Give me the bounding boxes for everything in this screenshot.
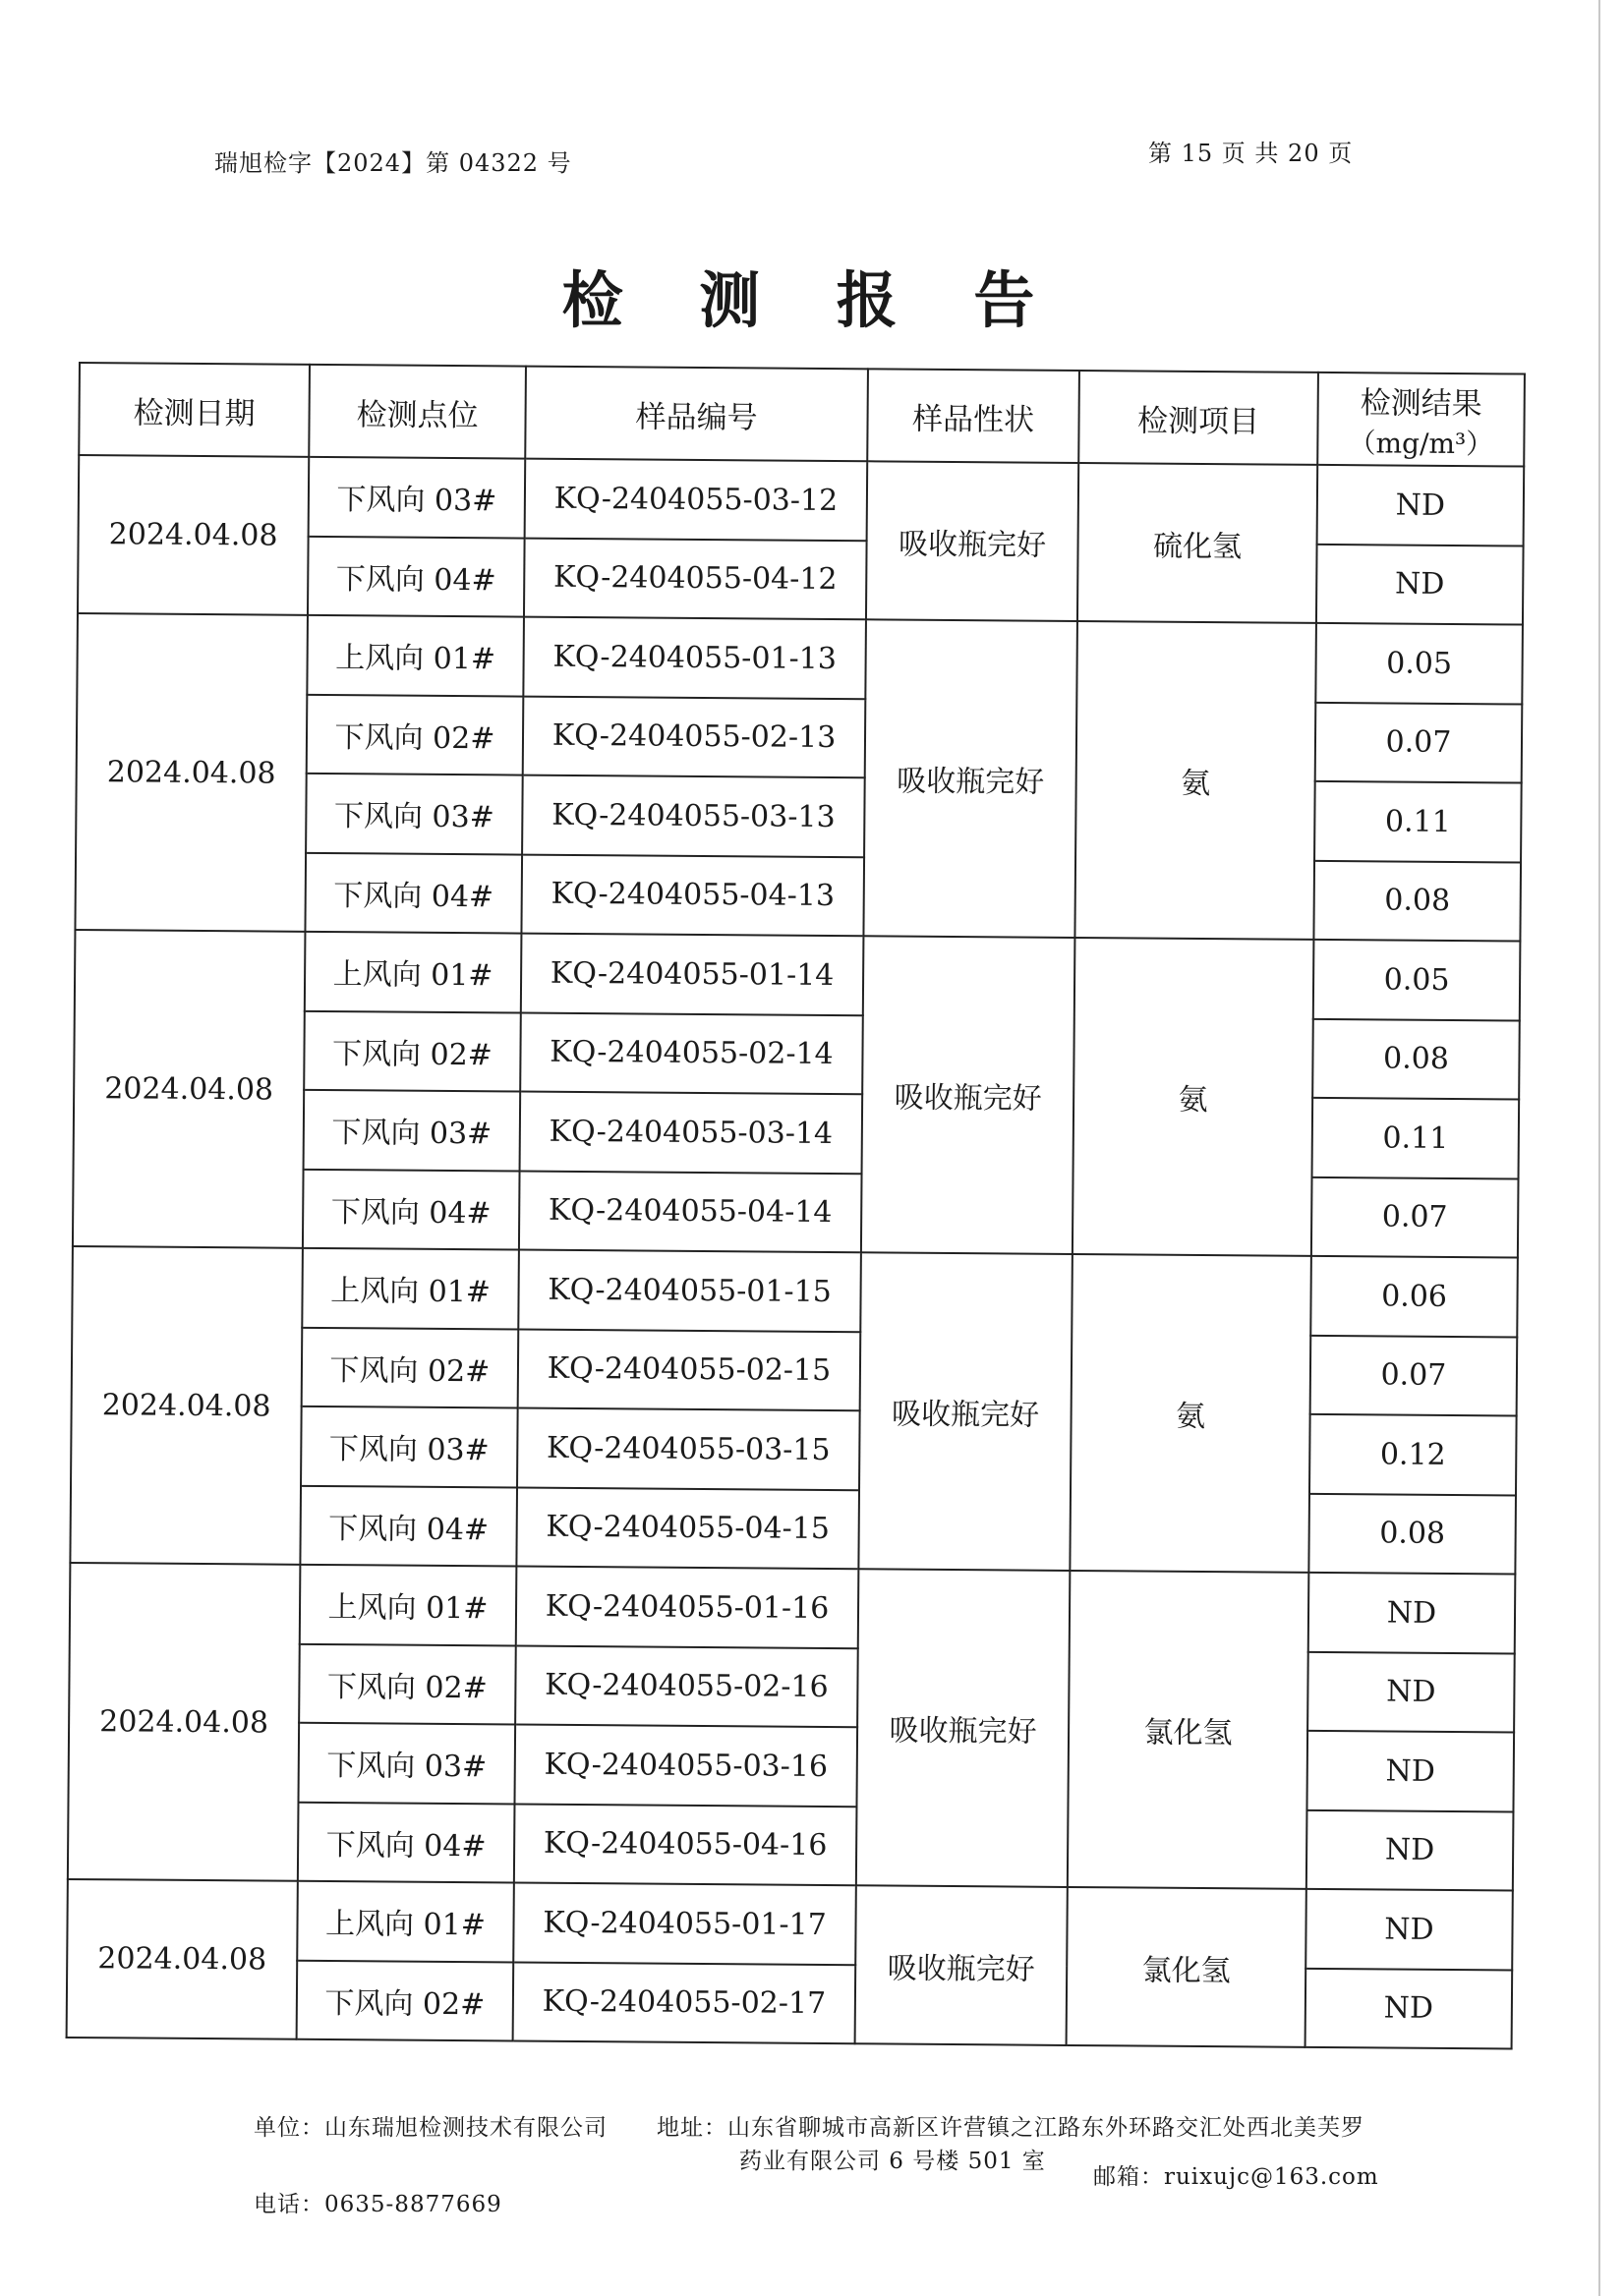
table-row — [70, 1563, 1516, 1653]
cell-result: ND — [1305, 1968, 1513, 2048]
cell-point: 下风向 03# — [301, 1406, 518, 1487]
cell-result: 0.11 — [1314, 781, 1522, 862]
header-date: 检测日期 — [79, 363, 310, 457]
cell-date: 2024.04.08 — [78, 455, 309, 615]
cell-sample-id: KQ-2404055-04-15 — [516, 1487, 859, 1569]
cell-sample-id: KQ-2404055-02-15 — [518, 1329, 861, 1410]
cell-sample-state: 吸收瓶完好 — [855, 1885, 1068, 2045]
cell-sample-id: KQ-2404055-01-17 — [513, 1883, 856, 1965]
cell-item: 氨 — [1070, 1254, 1311, 1573]
cell-point: 下风向 04# — [305, 852, 522, 933]
cell-result: 0.08 — [1312, 1018, 1520, 1099]
cell-sample-state: 吸收瓶完好 — [856, 1569, 1071, 1887]
footer-address-line2: 药业有限公司 6 号楼 501 室 — [739, 2149, 1046, 2174]
footer-unit: 单位：山东瑞旭检测技术有限公司 — [254, 2115, 608, 2141]
header-result-label: 检测结果 — [1360, 384, 1482, 422]
cell-result: ND — [1306, 1809, 1514, 1890]
cell-point: 下风向 02# — [299, 1643, 516, 1724]
document-title: 检 测 报 告 — [561, 264, 1063, 336]
report-number: 瑞旭检字【2024】第 04322 号 — [214, 149, 572, 177]
cell-point: 下风向 04# — [303, 1169, 520, 1249]
cell-point: 下风向 04# — [300, 1485, 517, 1566]
cell-sample-id: KQ-2404055-01-13 — [523, 617, 866, 699]
table-header-row — [79, 363, 1525, 467]
page-number: 第 15 页 共 20 页 — [1148, 140, 1354, 167]
cell-sample-state: 吸收瓶完好 — [858, 1252, 1073, 1571]
cell-item: 氯化氢 — [1068, 1571, 1309, 1889]
footer-address: 地址：山东省聊城市高新区许营镇之江路东外环路交汇处西北美芙罗 — [657, 2115, 1364, 2141]
cell-sample-id: KQ-2404055-02-14 — [520, 1012, 863, 1094]
cell-point: 下风向 03# — [304, 1090, 521, 1171]
cell-result: 0.06 — [1310, 1256, 1518, 1337]
cell-sample-id: KQ-2404055-04-14 — [519, 1171, 862, 1252]
cell-sample-id: KQ-2404055-01-14 — [521, 934, 864, 1015]
cell-point: 下风向 04# — [298, 1802, 515, 1882]
header-sample-id: 样品编号 — [525, 367, 868, 462]
cell-result: 0.07 — [1315, 702, 1523, 782]
cell-result: 0.12 — [1309, 1414, 1517, 1495]
header-point: 检测点位 — [309, 365, 526, 459]
cell-point: 下风向 02# — [304, 1010, 521, 1091]
table-row — [77, 613, 1523, 704]
cell-date: 2024.04.08 — [70, 1246, 303, 1565]
results-table — [66, 362, 1526, 2050]
cell-point: 上风向 01# — [307, 615, 524, 696]
cell-date: 2024.04.08 — [75, 613, 308, 932]
header-result-unit: （mg/m³） — [1348, 426, 1494, 460]
cell-sample-id: KQ-2404055-03-14 — [520, 1092, 863, 1174]
cell-sample-id: KQ-2404055-03-13 — [522, 775, 865, 857]
cell-date: 2024.04.08 — [68, 1563, 301, 1881]
cell-item: 氨 — [1073, 938, 1314, 1256]
cell-sample-id: KQ-2404055-02-13 — [523, 696, 866, 777]
header-result — [1317, 373, 1525, 467]
cell-point: 下风向 03# — [306, 774, 523, 854]
cell-sample-id: KQ-2404055-02-16 — [515, 1645, 858, 1727]
cell-point: 下风向 04# — [308, 536, 525, 616]
table-row — [72, 1246, 1518, 1337]
cell-item: 氯化氢 — [1067, 1887, 1306, 2047]
cell-sample-state: 吸收瓶完好 — [866, 461, 1078, 621]
cell-point: 上风向 01# — [300, 1565, 517, 1645]
cell-result: ND — [1306, 1731, 1514, 1811]
cell-sample-id: KQ-2404055-01-15 — [518, 1250, 861, 1332]
cell-result: ND — [1317, 465, 1525, 545]
header-sample-state: 样品性状 — [867, 369, 1079, 463]
footer-phone: 电话：0635-8877669 — [254, 2192, 502, 2217]
cell-result: 0.07 — [1311, 1177, 1519, 1257]
page-edge-line — [1598, 0, 1600, 2296]
table-row — [79, 455, 1525, 545]
results-table-container — [66, 362, 1524, 2049]
cell-result: ND — [1307, 1651, 1515, 1732]
cell-sample-id: KQ-2404055-01-16 — [516, 1567, 859, 1648]
cell-sample-id: KQ-2404055-03-12 — [525, 459, 868, 541]
table-body — [67, 455, 1525, 2048]
table-row — [67, 1879, 1513, 1970]
cell-item: 氨 — [1074, 621, 1316, 940]
cell-result: 0.11 — [1312, 1098, 1520, 1178]
cell-point: 上风向 01# — [305, 932, 522, 1012]
cell-sample-state: 吸收瓶完好 — [861, 936, 1075, 1254]
cell-item: 硫化氢 — [1077, 463, 1317, 623]
table-row — [75, 930, 1521, 1020]
cell-result: ND — [1308, 1573, 1516, 1653]
cell-result: ND — [1305, 1889, 1513, 1970]
cell-point: 上风向 01# — [297, 1881, 514, 1962]
header-item: 检测项目 — [1078, 371, 1318, 465]
cell-point: 下风向 03# — [309, 457, 526, 538]
cell-sample-id: KQ-2404055-04-12 — [524, 538, 867, 619]
cell-sample-id: KQ-2404055-02-17 — [513, 1962, 856, 2043]
cell-date: 2024.04.08 — [67, 1879, 298, 2039]
cell-point: 下风向 03# — [298, 1723, 515, 1804]
cell-point: 下风向 02# — [307, 694, 524, 775]
cell-sample-state: 吸收瓶完好 — [863, 619, 1077, 938]
cell-result: 0.05 — [1313, 940, 1521, 1020]
cell-result: ND — [1316, 544, 1524, 624]
cell-result: 0.05 — [1315, 623, 1523, 704]
cell-sample-id: KQ-2404055-03-15 — [517, 1408, 860, 1490]
cell-point: 下风向 02# — [297, 1960, 514, 2040]
cell-sample-id: KQ-2404055-04-13 — [521, 854, 864, 936]
cell-result: 0.08 — [1308, 1493, 1516, 1574]
cell-result: 0.07 — [1310, 1335, 1518, 1415]
cell-date: 2024.04.08 — [73, 930, 306, 1248]
cell-point: 上风向 01# — [302, 1248, 519, 1329]
cell-result: 0.08 — [1313, 860, 1521, 941]
footer-email: 邮箱：ruixujc@163.com — [1093, 2164, 1379, 2190]
cell-point: 下风向 02# — [302, 1327, 519, 1407]
cell-sample-id: KQ-2404055-04-16 — [514, 1804, 857, 1885]
cell-sample-id: KQ-2404055-03-16 — [514, 1725, 857, 1807]
